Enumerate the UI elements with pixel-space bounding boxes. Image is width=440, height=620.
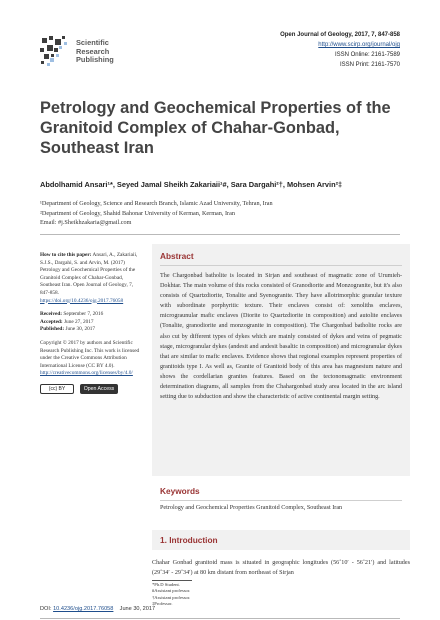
page-footer bbox=[40, 606, 155, 612]
author-list: Abdolhamid Ansari¹*, Seyed Jamal Sheikh Zakariaii¹#, Sara Dargahi²†, Mohsen Arvin²‡ bbox=[40, 180, 343, 189]
abstract-box bbox=[152, 244, 410, 476]
header-divider bbox=[40, 234, 400, 235]
cc-by-badge[interactable]: (cc) BY bbox=[40, 384, 74, 394]
citation-block bbox=[40, 252, 144, 305]
doi-label: DOI: bbox=[40, 606, 52, 612]
footnote-divider bbox=[152, 580, 192, 581]
footnotes bbox=[152, 582, 190, 608]
footnote: *Ph.D Student. bbox=[152, 582, 180, 587]
publisher-name-line: Research bbox=[76, 46, 110, 56]
footnote: †Assistant professor. bbox=[152, 594, 191, 600]
affiliation-1: ¹Department of Geology, Science and Research Branch, Islamic Azad University, Tehran, Iran bbox=[40, 200, 273, 207]
accepted-label: Accepted: bbox=[40, 318, 63, 325]
citation-doi-link[interactable]: https://doi.org/10.4236/ojg.2017.76058 bbox=[40, 297, 124, 304]
open-access-badge: Open Access bbox=[80, 384, 118, 394]
footnote: #Assistant professor. bbox=[152, 588, 191, 594]
citation-text: Ansari, A., Zakariaii, S.J.S., Dargahi, S. and Arvin, M. (2017) Petrology and Geochemical Properties of the Granitoid Complex of Chahar-Gonbad, Southeast Iran. Open Journal of Geology, 7, 847-858. bbox=[40, 252, 138, 296]
introduction-text: Chahar Gonbad granitoid mass is situated in geographic longitudes (56˚10′ - 56˚21′) and latitudes (29˚34′ - 29˚34′) at 80 km distant from northeast of Sirjan bbox=[152, 560, 410, 577]
footer-date: June 30, 2017 bbox=[119, 606, 156, 612]
introduction-heading: 1. Introduction bbox=[160, 535, 218, 545]
issn-online: ISSN Online: 2161-7589 bbox=[334, 52, 400, 58]
abstract-heading: Abstract bbox=[160, 251, 194, 261]
abstract-divider bbox=[160, 265, 402, 266]
journal-citation: Open Journal of Geology, 2017, 7, 847-858 bbox=[280, 32, 400, 38]
article-title: Petrology and Geochemical Properties of the Granitoid Complex of Chahar-Gonbad, Southeast Iran bbox=[40, 99, 391, 157]
dates-block bbox=[40, 311, 144, 334]
accepted-date: June 27, 2017 bbox=[63, 318, 94, 325]
footnote: ‡Professor. bbox=[152, 601, 173, 607]
journal-url-link[interactable]: http://www.scirp.org/journal/ojg bbox=[318, 42, 400, 48]
publisher-name-line: Publishing bbox=[76, 55, 114, 64]
published-date: June 30, 2017 bbox=[65, 326, 96, 333]
copyright-text: Copyright © 2017 by authors and Scientific Research Publishing Inc. This work is licensed under the Creative Commons Attribution International License (CC BY 4.0). bbox=[40, 339, 140, 369]
publisher-logo-icon bbox=[38, 34, 72, 68]
affiliations bbox=[40, 199, 400, 228]
doi-link[interactable]: 10.4236/ojg.2017.76058 bbox=[53, 606, 114, 612]
keywords-text: Petrology and Geochemical Properties Granitoid Complex, Southeast Iran bbox=[160, 505, 343, 511]
citation-label: How to cite this paper: bbox=[40, 252, 92, 258]
journal-info bbox=[280, 30, 400, 70]
copyright-block bbox=[40, 340, 144, 378]
published-label: Published: bbox=[40, 326, 65, 333]
abstract-text: The Chargonbad batholite is located in Sirjan and southeast of magmatic zone of Urumieh-Dokhtar. The main volume of this rocks consisted of Granodiorite and Monzogranite, but it's also consists of Quartzdiorite, Tonalite and Syenogranite. They have allotrimorphic granular texture with subordinate porphyritic texture. Their enclaves consist of: xenoliths enclaves, micrograunular mafic enclaves (Diorite to Quartzdiorite in composition) and autolite enclaves (Tonalite, granodiorite and monzogranite in composition). The Chargonbad batholite rocks are also cut by different types of dykes which are mainly consisted of dykes and veins of pegmatic stage, microgranular dykes (andesit and andesit basaltic in composition) and microgranular dykes that are similar to mafic enclaves. Evidence shows that regional examples represent properties of granitoids type I. As well as, Granite of Granitoid body of this area has magnesium nature and shows the cordellarian granites features. Based on the tectonomagmatic environment determination diagrams, all samples from the Chahargonbad study area located in the arc island setting due to subduction and show the characteristic of active continental margin setting. bbox=[160, 273, 402, 401]
introduction-heading-box bbox=[152, 530, 410, 550]
keywords-divider bbox=[160, 500, 402, 501]
article-sidebar bbox=[40, 252, 144, 394]
footer-divider bbox=[40, 618, 400, 619]
keywords-heading: Keywords bbox=[160, 486, 200, 496]
publisher-name-line: Scientific bbox=[76, 38, 109, 47]
affiliation-2: ²Department of Geology, Shahid Bahonar University of Kerman, Kerman, Iran bbox=[40, 209, 235, 217]
publisher-name bbox=[76, 39, 166, 65]
issn-print: ISSN Print: 2161-7570 bbox=[339, 62, 400, 68]
publisher-logo bbox=[38, 34, 158, 68]
license-link[interactable]: http://creativecommons.org/licenses/by/4.0/ bbox=[40, 370, 133, 377]
author-email: Email: #j.Sheikhzakaria@gmail.com bbox=[40, 219, 132, 226]
received-label: Received: bbox=[40, 311, 63, 318]
received-date: September 7, 2016 bbox=[63, 311, 104, 318]
license-badges bbox=[40, 384, 144, 394]
